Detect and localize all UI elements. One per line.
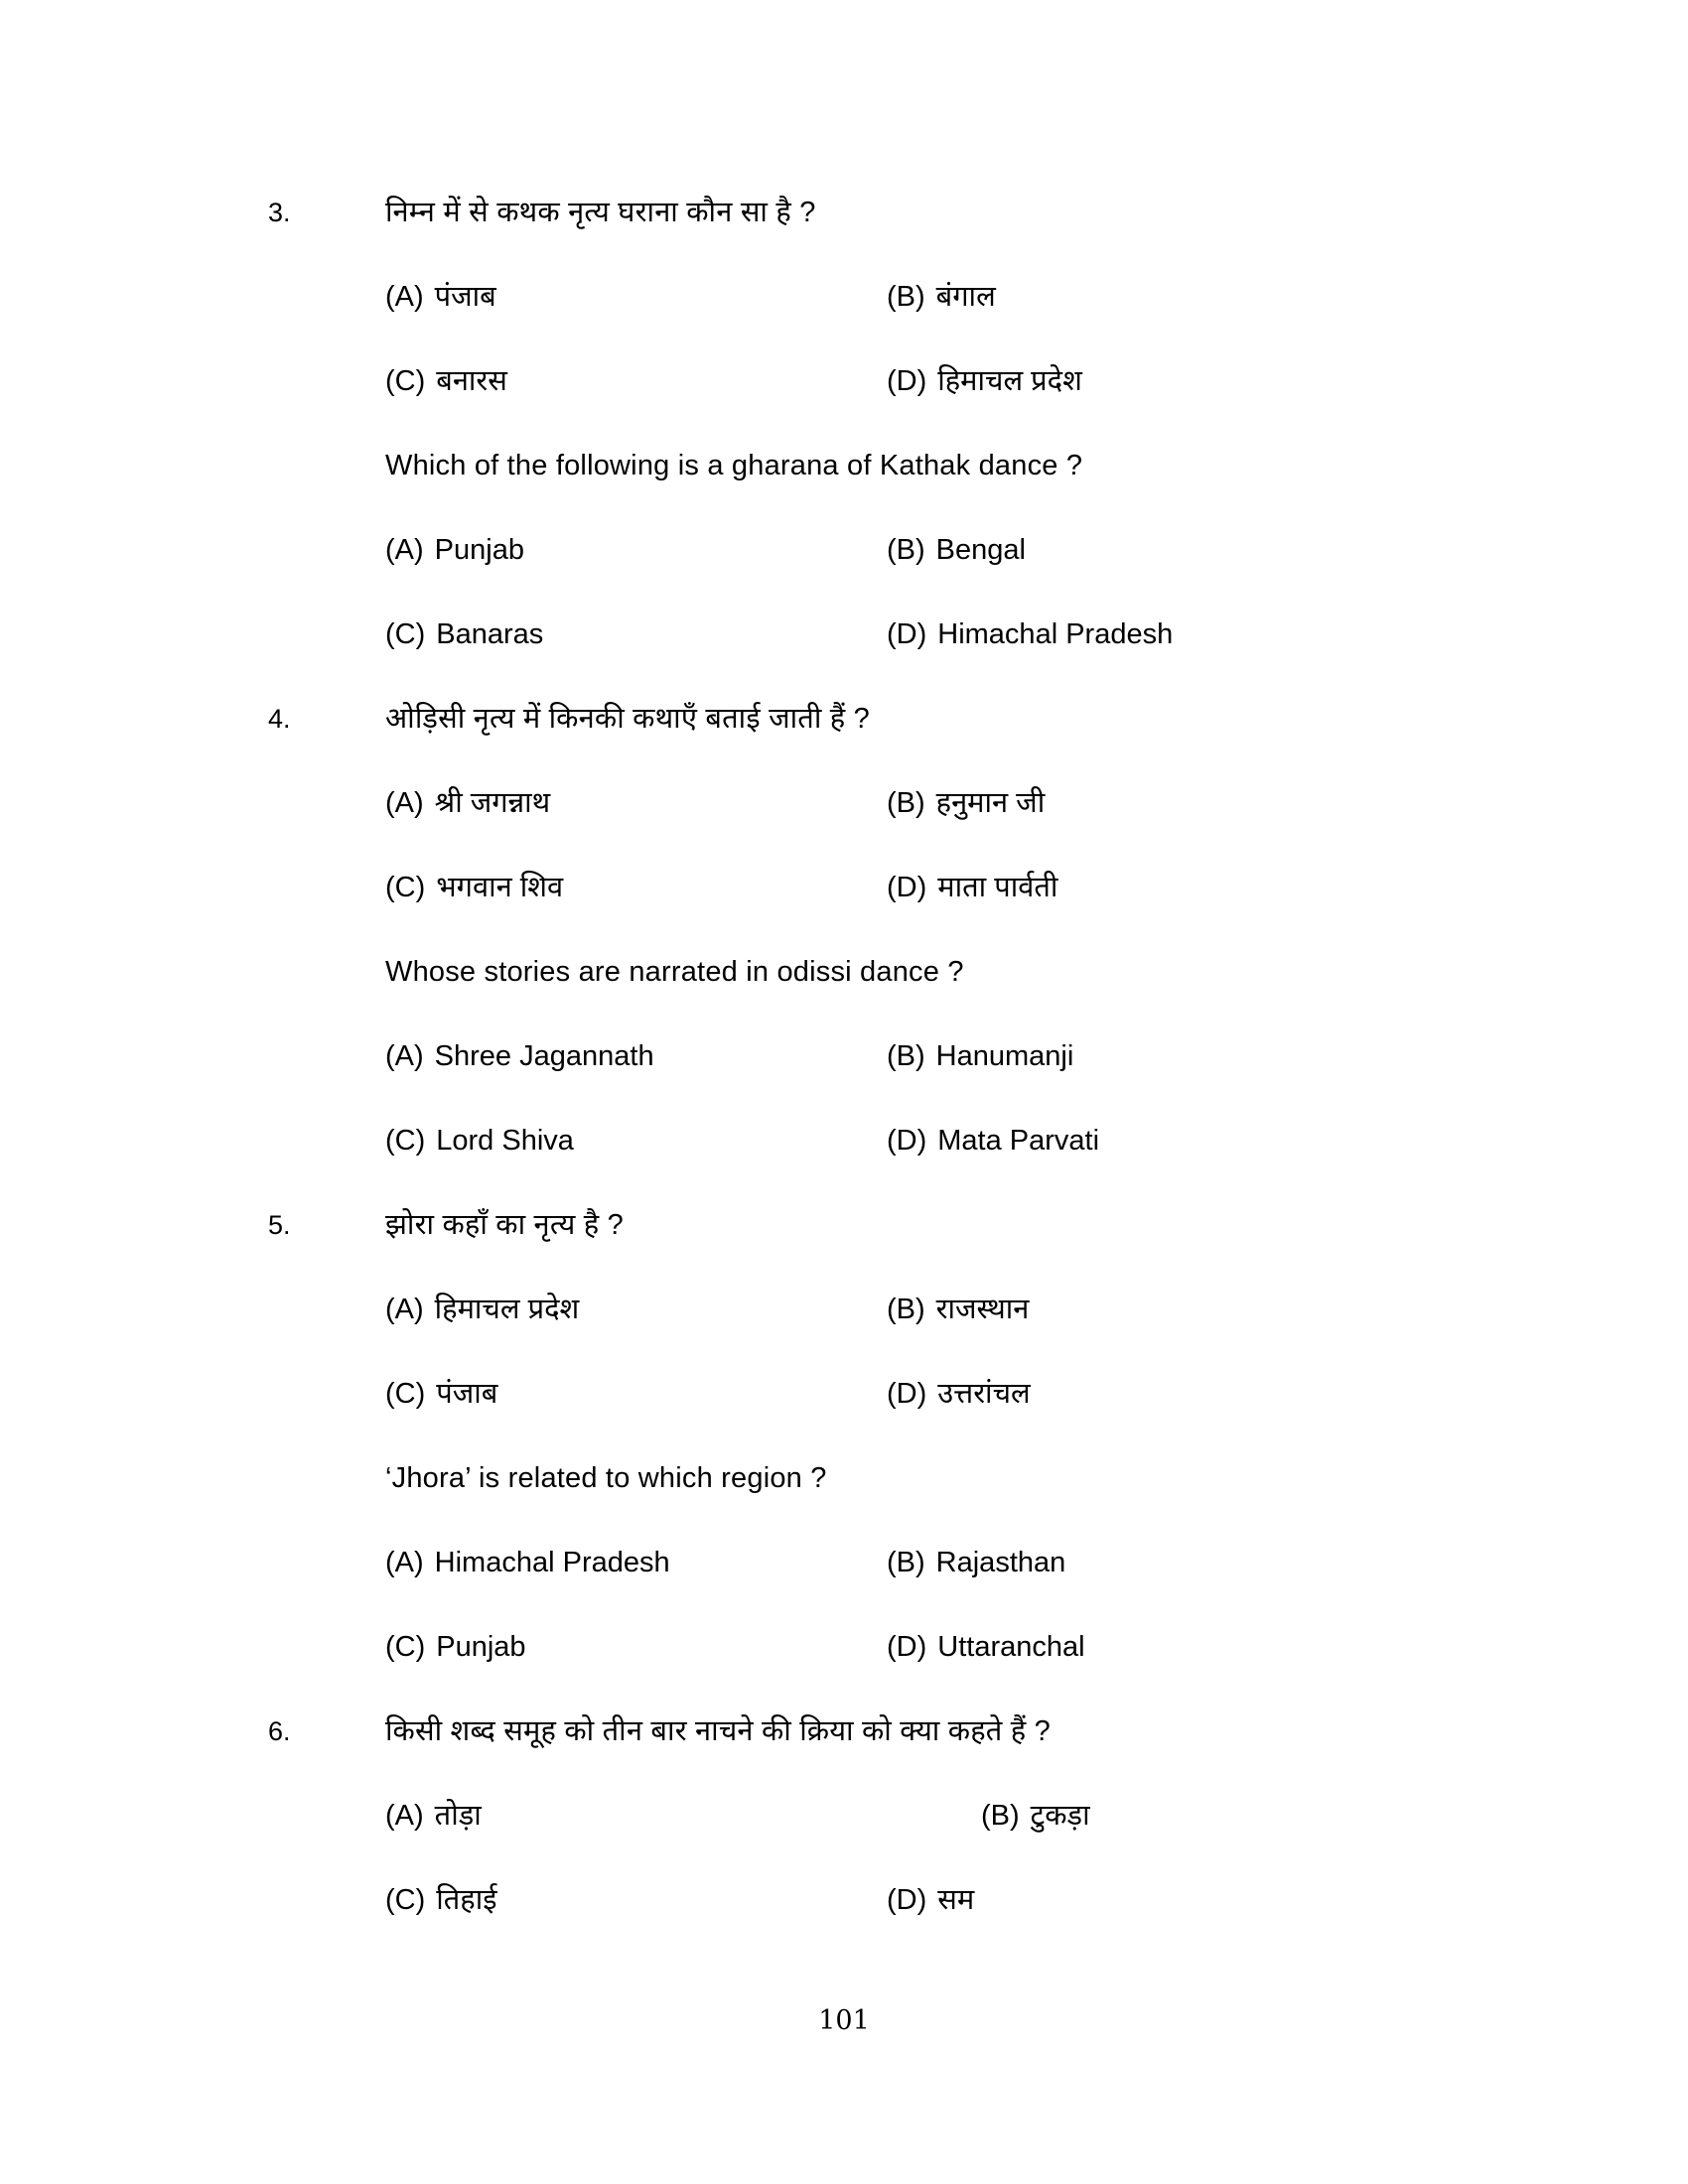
question-6-hindi-options-ab [268,1800,1460,1832]
option-b [887,1040,1388,1072]
option-label: (B) [887,534,925,566]
option-text: Hanumanji [935,1040,1074,1072]
option-text: हनुमान जी [935,787,1046,819]
option-c [385,1378,887,1410]
option-text: Shree Jagannath [434,1040,654,1072]
option-d [887,1125,1388,1157]
option-label: (B) [887,1040,925,1072]
option-text: राजस्थान [935,1294,1030,1325]
question-number: 3. [268,198,291,227]
question-text-english: Whose stories are narrated in odissi dance ? [385,956,964,988]
option-text: Lord Shiva [436,1125,574,1157]
option-text: सम [937,1884,975,1916]
option-d [887,1378,1388,1410]
questions-area [268,197,1460,1969]
option-label: (B) [887,787,925,819]
option-label: (B) [887,1294,925,1325]
option-text: हिमाचल प्रदेश [937,365,1082,397]
question-5-hindi-options-cd [268,1378,1460,1410]
option-text: भगवान शिव [436,872,564,903]
question-5-english-header [268,1462,1460,1494]
question-3-english-header [268,450,1460,481]
option-text: तोड़ा [434,1800,482,1832]
question-text-hindi: निम्न में से कथक नृत्य घराना कौन सा है ? [385,197,816,228]
question-6-hindi-options-cd [268,1884,1460,1916]
question-5-hindi-options-ab [268,1294,1460,1325]
option-label: (D) [887,1125,927,1157]
option-text: तिहाई [436,1884,497,1916]
question-5-hindi-header [268,1209,1460,1241]
option-a [385,1294,887,1325]
option-d [887,618,1388,650]
option-text: पंजाब [434,281,496,313]
option-label: (C) [385,618,426,650]
option-label: (A) [385,1547,424,1578]
option-text: बनारस [436,365,507,397]
option-text: टुकड़ा [1030,1800,1090,1832]
option-label: (D) [887,365,927,397]
option-text: Uttaranchal [937,1631,1085,1663]
option-a [385,1800,887,1832]
option-b [887,281,1388,313]
question-text-hindi: किसी शब्द समूह को तीन बार नाचने की क्रिया को क्या कहते हैं ? [385,1715,1051,1747]
option-c [385,365,887,397]
option-label: (D) [887,1378,927,1410]
option-text: श्री जगन्नाथ [434,787,551,819]
option-d [887,872,1388,903]
option-label: (A) [385,1294,424,1325]
option-c [385,1631,887,1663]
option-a [385,1040,887,1072]
option-label: (A) [385,1040,424,1072]
option-d [887,1884,1388,1916]
question-4-hindi-header [268,703,1460,735]
option-text: Punjab [436,1631,526,1663]
question-4-english-options-ab [268,1040,1460,1072]
question-4-english-options-cd [268,1125,1460,1157]
option-c [385,618,887,650]
question-number: 5. [268,1210,291,1240]
option-label: (B) [887,281,925,313]
question-3-english-options-ab [268,534,1460,566]
option-text: Mata Parvati [937,1125,1100,1157]
question-6-hindi-header [268,1715,1460,1747]
option-label: (D) [887,1631,927,1663]
question-text-english: ‘Jhora’ is related to which region ? [385,1462,827,1494]
question-4-english-header [268,956,1460,988]
question-3-english-options-cd [268,618,1460,650]
question-text-english: Which of the following is a gharana of Kathak dance ? [385,450,1083,481]
option-label: (C) [385,365,426,397]
option-b [887,1294,1388,1325]
option-label: (D) [887,872,927,903]
option-label: (C) [385,1125,426,1157]
option-label: (C) [385,872,426,903]
question-4-hindi-options-cd [268,872,1460,903]
option-text: बंगाल [935,281,996,313]
question-3-hindi-options-cd [268,365,1460,397]
question-number: 6. [268,1716,291,1746]
option-text: Himachal Pradesh [937,618,1174,650]
option-label: (A) [385,787,424,819]
option-text: Himachal Pradesh [434,1547,670,1578]
option-text: Punjab [434,534,524,566]
option-text: Rajasthan [935,1547,1066,1578]
question-text-hindi: ओड़िसी नृत्य में किनकी कथाएँ बताई जाती हैं ? [385,703,870,735]
option-text: पंजाब [436,1378,498,1410]
option-text: Bengal [935,534,1026,566]
option-d [887,365,1388,397]
option-text: Banaras [436,618,544,650]
option-c [385,872,887,903]
option-a [385,534,887,566]
option-text: उत्तरांचल [937,1378,1031,1410]
option-label: (D) [887,1884,927,1916]
option-c [385,1125,887,1157]
option-a [385,281,887,313]
option-a [385,1547,887,1578]
question-3-hindi-header [268,197,1460,228]
option-b [887,787,1388,819]
page-number: 101 [818,2005,870,2036]
option-b [981,1800,1482,1832]
question-5-english-options-ab [268,1547,1460,1578]
option-label: (A) [385,281,424,313]
option-label: (B) [981,1800,1020,1832]
option-label: (C) [385,1884,426,1916]
question-text-hindi: झोरा कहाँ का नृत्य है ? [385,1209,624,1241]
option-label: (A) [385,1800,424,1832]
option-text: माता पार्वती [937,872,1058,903]
option-d [887,1631,1388,1663]
question-4-hindi-options-ab [268,787,1460,819]
option-b [887,1547,1388,1578]
question-3-hindi-options-ab [268,281,1460,313]
option-a [385,787,887,819]
option-label: (A) [385,534,424,566]
option-c [385,1884,887,1916]
option-label: (C) [385,1378,426,1410]
option-label: (D) [887,618,927,650]
option-label: (B) [887,1547,925,1578]
question-number: 4. [268,704,291,734]
option-text: हिमाचल प्रदेश [434,1294,580,1325]
option-label: (C) [385,1631,426,1663]
question-5-english-options-cd [268,1631,1460,1663]
option-b [887,534,1388,566]
